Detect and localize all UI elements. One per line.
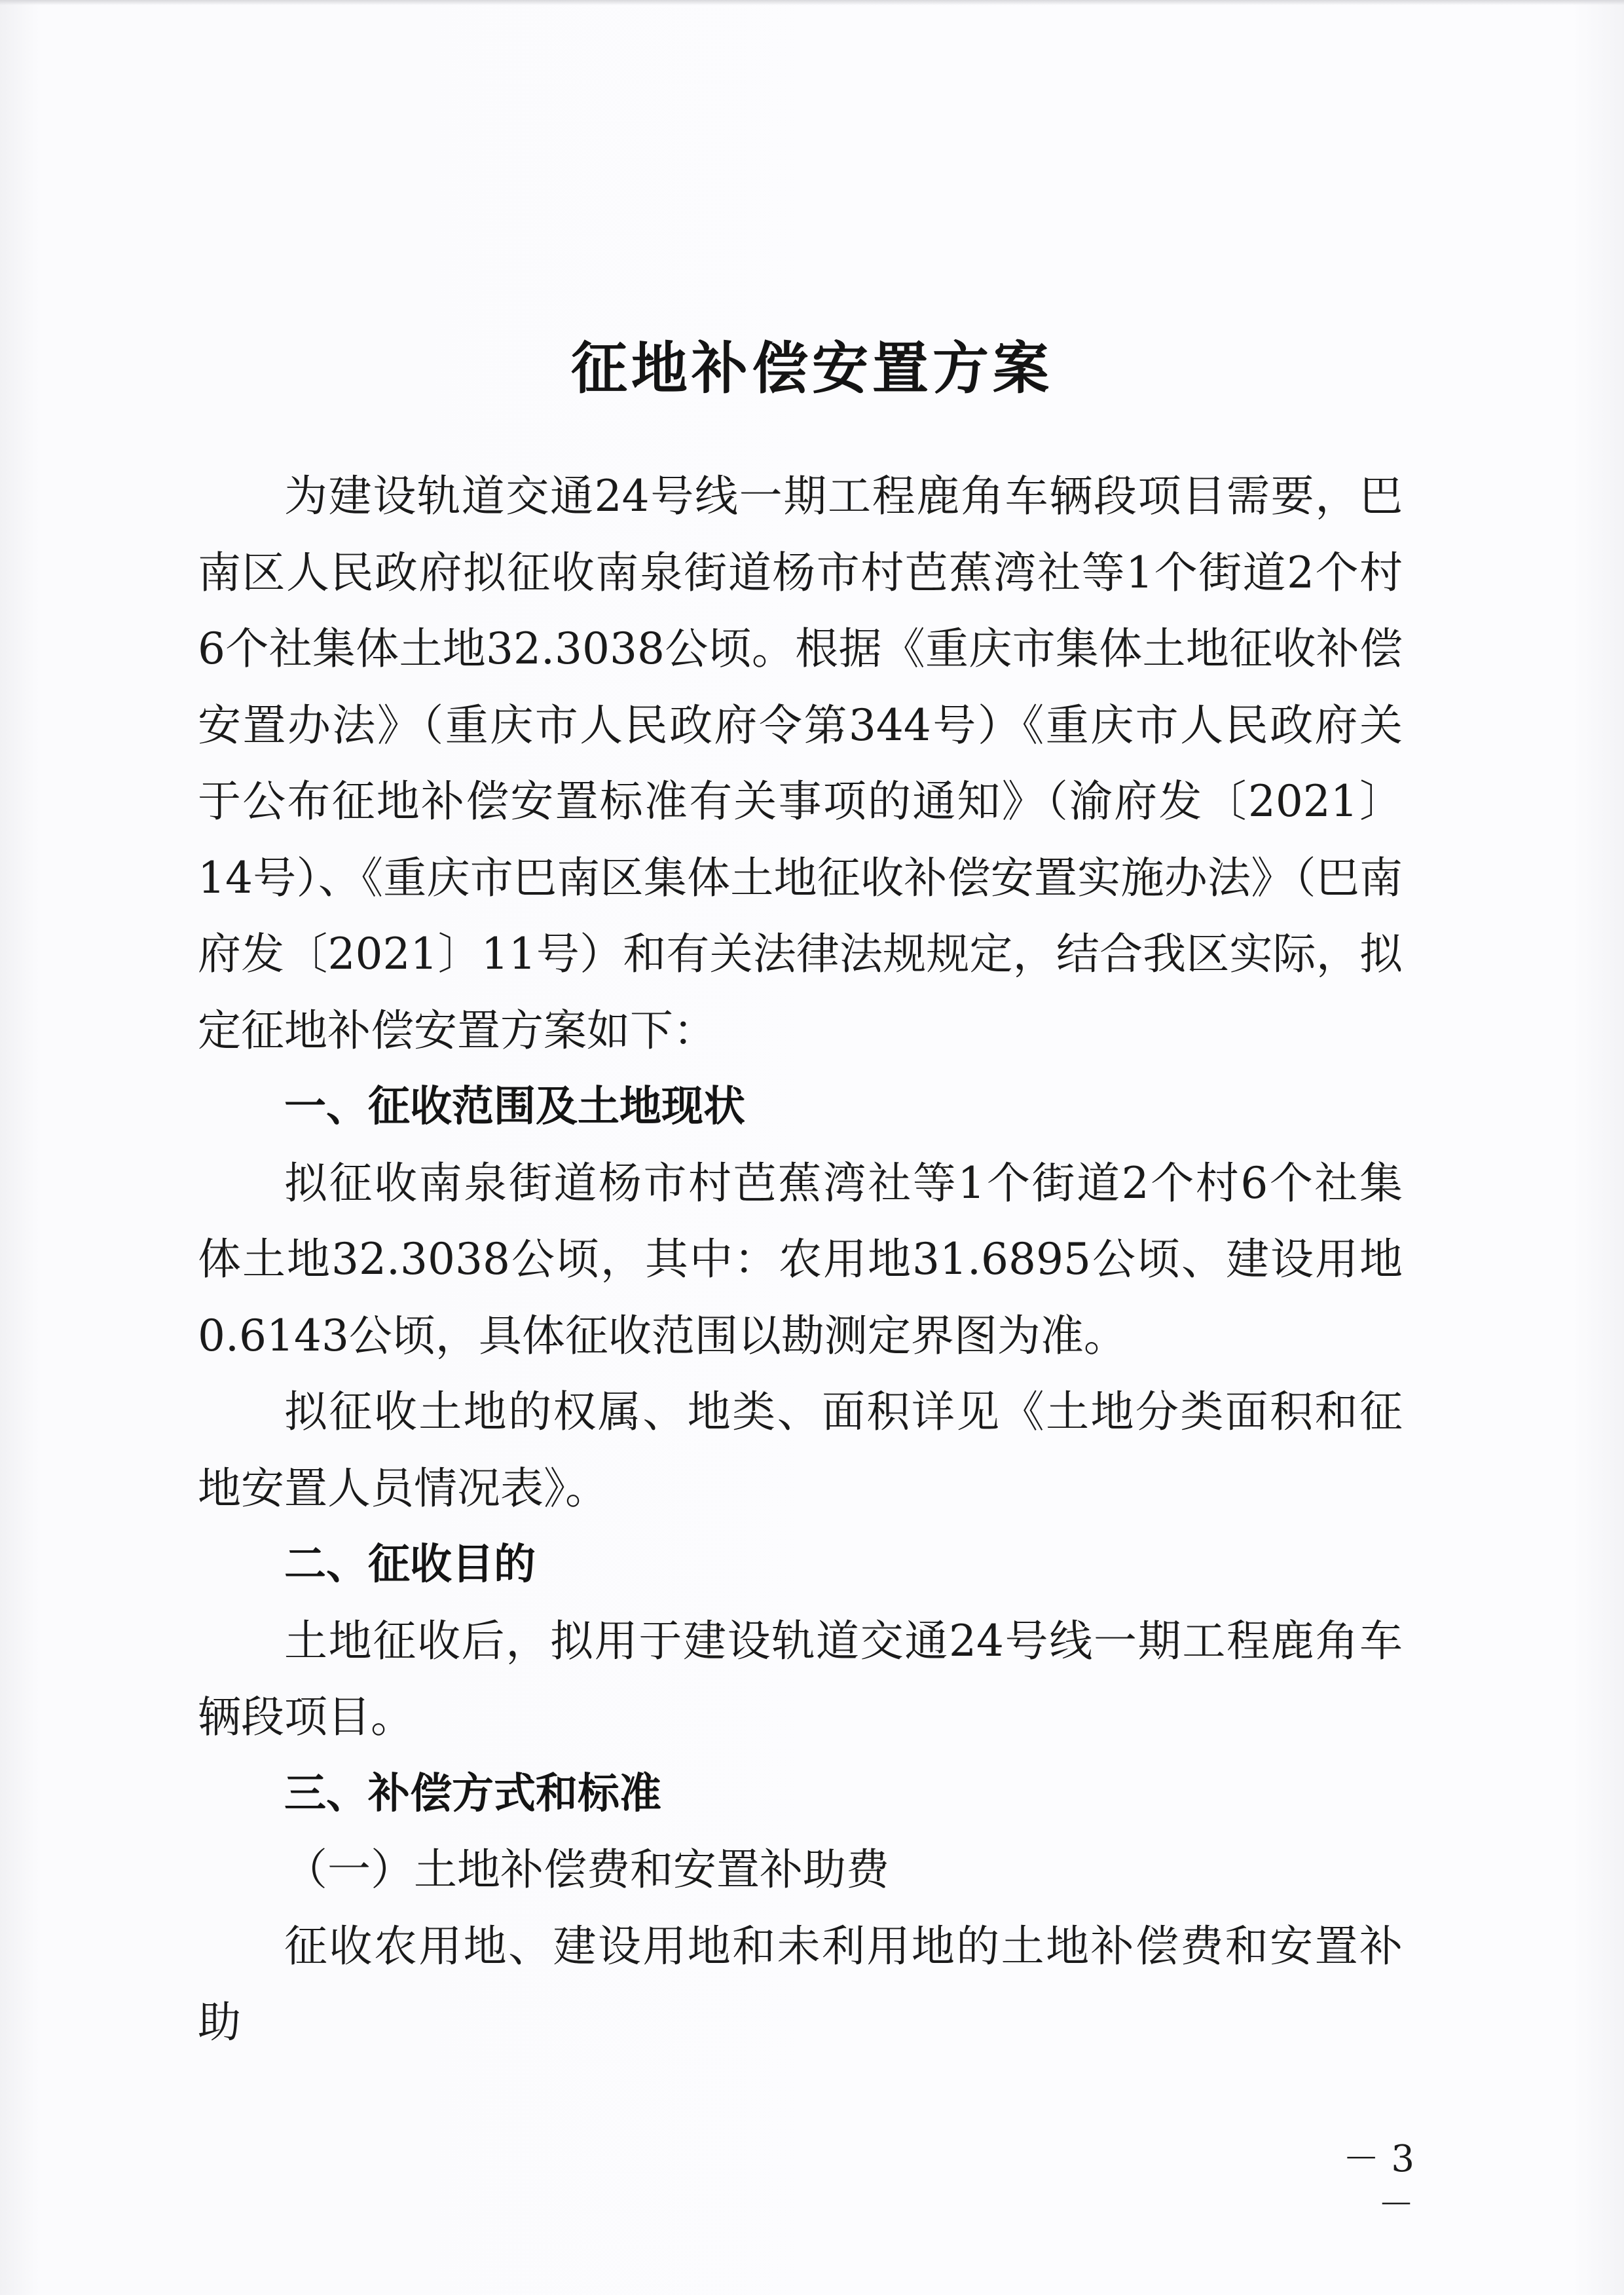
section-2-paragraph-1: 土地征收后，拟用于建设轨道交通24号线一期工程鹿角车辆段项目。 <box>198 1615 1403 1742</box>
section-3-paragraph-1: 征收农用地、建设用地和未利用地的土地补偿费和安置补助 <box>198 1920 1403 2047</box>
document-title: 征地补偿安置方案 <box>571 335 1053 401</box>
intro-paragraph: 为建设轨道交通24号线一期工程鹿角车辆段项目需要，巴南区人民政府拟征收南泉街道杨市村芭蕉湾社等1个街道2个村6个社集体土地32.3038公顷。根据《重庆市集体土地征收补偿安置办法》（重庆市人民政府令第344号）《重庆市人民政府关于公布征地补偿安置标准有关事项的通知》（渝府发〔2021〕14号）、《重庆市巴南区集体土地征收补偿安置实施办法》（巴南府发〔2021〕11号）和有关法律法规规定，结合我区实际，拟定征地补偿安置方案如下： <box>198 471 1403 1056</box>
document-body <box>198 458 1403 2061</box>
scan-edge-shadow <box>0 0 1624 5</box>
section-2-heading: 二、征收目的 <box>284 1540 536 1589</box>
section-1-paragraph-1: 拟征收南泉街道杨市村芭蕉湾社等1个街道2个村6个社集体土地32.3038公顷，其中：农用地31.6895公顷、建设用地0.6143公顷，具体征收范围以勘测定界图为准。 <box>198 1157 1403 1361</box>
section-1-paragraph-2: 拟征收土地的权属、地类、面积详见《土地分类面积和征地安置人员情况表》。 <box>198 1387 1403 1514</box>
section-3-subheading: （一）土地补偿费和安置补助费 <box>284 1844 889 1895</box>
page-number: － 3 － <box>1342 2138 1414 2226</box>
section-3-heading: 三、补偿方式和标准 <box>284 1769 661 1818</box>
section-1-heading: 一、征收范围及土地现状 <box>284 1083 745 1131</box>
